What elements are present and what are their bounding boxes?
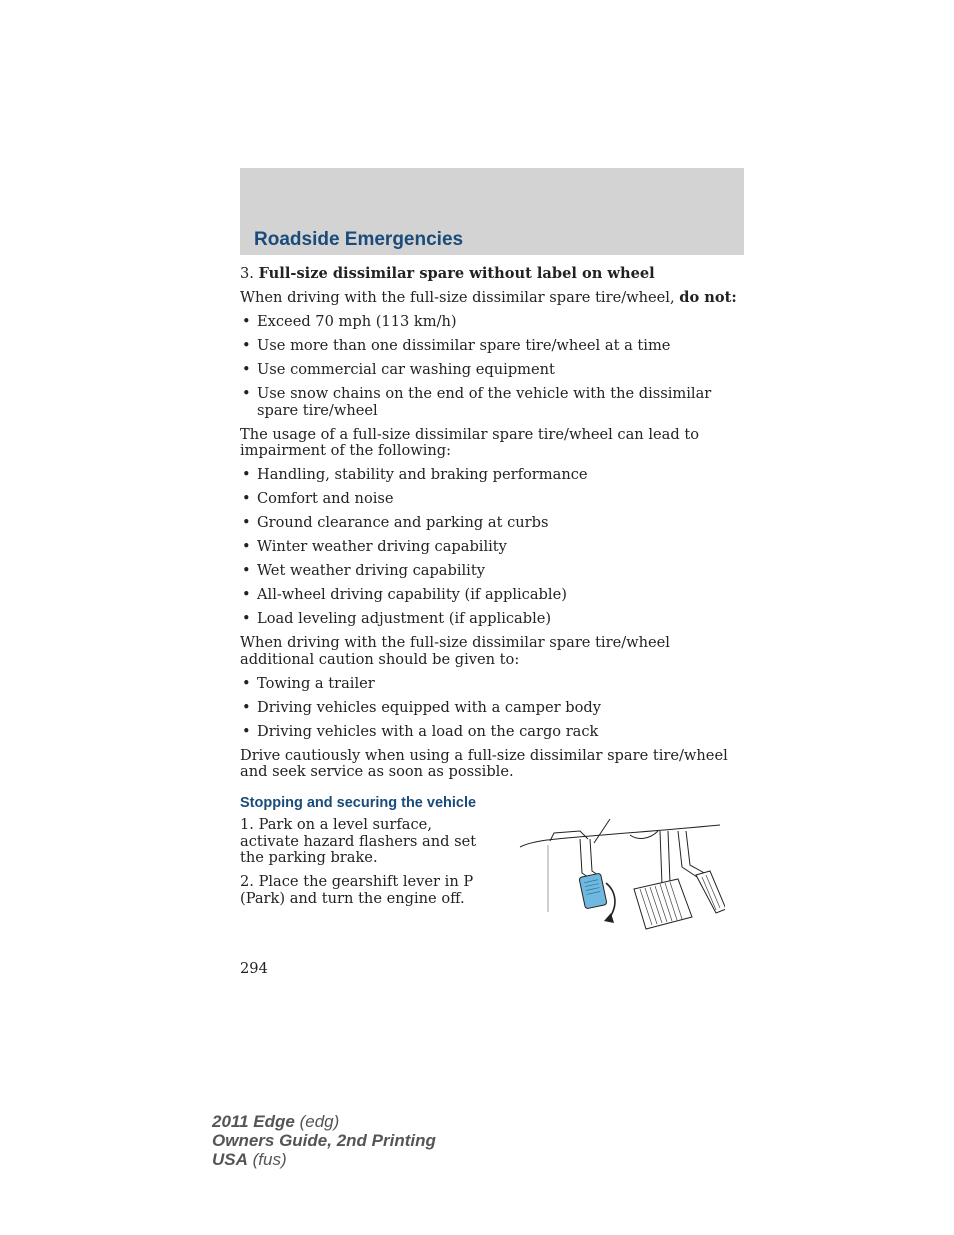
section-title: Roadside Emergencies: [254, 229, 464, 250]
footer-model-code: (edg): [299, 1112, 340, 1131]
list-item: • Ground clearance and parking at curbs: [240, 515, 740, 532]
list-item: • Use snow chains on the end of the vehicle with the dissimilar spare tire/wheel: [240, 386, 740, 419]
item-heading: [240, 266, 740, 283]
donts-intro-text: When driving with the full-size dissimilar spare tire/wheel,: [240, 289, 675, 306]
closing-paragraph: Drive cautiously when using a full-size dissimilar spare tire/wheel and seek service as soon as possible.: [240, 746, 728, 780]
section-header-band: [240, 168, 744, 255]
list-item: • Driving vehicles equipped with a camper body: [240, 700, 740, 717]
list-item: • Exceed 70 mph (113 km/h): [240, 314, 740, 331]
arrow-head-icon: [604, 913, 614, 923]
subsection-title: Stopping and securing the vehicle: [240, 794, 477, 811]
list-item: • Load leveling adjustment (if applicable): [240, 611, 740, 628]
cautions-list: [240, 676, 740, 741]
list-item: • Comfort and noise: [240, 491, 740, 508]
list-item: • Use commercial car washing equipment: [240, 362, 740, 379]
donts-intro-bold: do not:: [679, 289, 737, 306]
donts-list: [240, 314, 740, 419]
page-content: [240, 266, 740, 915]
step-2: 2. Place the gearshift lever in P (Park) and turn the engine off.: [240, 873, 474, 907]
brake-pedal-pad: [579, 873, 607, 909]
list-item: • Use more than one dissimilar spare tire/wheel at a time: [240, 338, 740, 355]
page-number: 294: [240, 960, 268, 977]
footer: [212, 1112, 436, 1169]
footer-model: 2011 Edge: [212, 1112, 295, 1131]
stopping-section: [240, 817, 740, 907]
step-1: 1. Park on a level surface, activate hazard flashers and set the parking brake.: [240, 816, 477, 866]
caution-intro: When driving with the full-size dissimilar spare tire/wheel additional caution should be given to:: [240, 634, 670, 668]
donts-intro: [240, 290, 740, 307]
list-item: • Towing a trailer: [240, 676, 740, 693]
list-item: • Handling, stability and braking performance: [240, 467, 740, 484]
impairment-intro: The usage of a full-size dissimilar spare tire/wheel can lead to impairment of the following:: [240, 425, 699, 459]
list-item: • Winter weather driving capability: [240, 539, 740, 556]
footer-guide: Owners Guide, 2nd Printing: [212, 1131, 436, 1150]
list-item: • All-wheel driving capability (if applicable): [240, 587, 740, 604]
item-title: Full-size dissimilar spare without label on wheel: [258, 265, 655, 282]
list-item: • Wet weather driving capability: [240, 563, 740, 580]
pedal-illustration: [510, 817, 725, 937]
footer-market: USA: [212, 1150, 248, 1169]
item-number: 3.: [240, 265, 254, 282]
impairments-list: [240, 467, 740, 628]
footer-market-code: (fus): [252, 1150, 287, 1169]
list-item: • Driving vehicles with a load on the cargo rack: [240, 724, 740, 741]
